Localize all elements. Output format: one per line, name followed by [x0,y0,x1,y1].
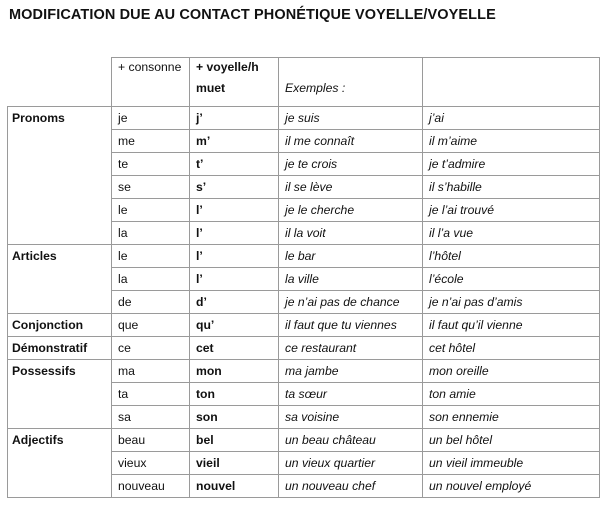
header-voyelle-line2: muet [196,81,226,95]
voyelle-cell: son [190,406,279,429]
header-consonne: + consonne [112,58,190,107]
category-cell: Adjectifs [8,429,112,452]
voyelle-cell: ton [190,383,279,406]
table-row [8,475,600,498]
voyelle-cell: l’ [190,199,279,222]
header-exemples [279,58,423,107]
example-voyelle-cell: il l’a vue [423,222,600,245]
example-consonne-cell: le bar [279,245,423,268]
example-voyelle-cell: un vieil immeuble [423,452,600,475]
category-cell: Pronoms [8,107,112,130]
category-cell [8,383,112,406]
table-row [8,429,600,452]
consonne-cell: ma [112,360,190,383]
header-voyelle [190,58,279,107]
category-cell: Conjonction [8,314,112,337]
header-row [8,58,600,107]
example-consonne-cell: il me connaît [279,130,423,153]
voyelle-cell: j’ [190,107,279,130]
consonne-cell: la [112,222,190,245]
category-cell [8,176,112,199]
example-voyelle-cell: l’hôtel [423,245,600,268]
elision-table [7,57,600,498]
category-cell [8,153,112,176]
table-row [8,245,600,268]
example-consonne-cell: je suis [279,107,423,130]
voyelle-cell: l’ [190,268,279,291]
consonne-cell: vieux [112,452,190,475]
consonne-cell: de [112,291,190,314]
example-consonne-cell: je n’ai pas de chance [279,291,423,314]
consonne-cell: te [112,153,190,176]
example-voyelle-cell: un bel hôtel [423,429,600,452]
consonne-cell: je [112,107,190,130]
table-row [8,222,600,245]
example-consonne-cell: sa voisine [279,406,423,429]
table-row [8,452,600,475]
table-row [8,199,600,222]
example-voyelle-cell: ton amie [423,383,600,406]
category-cell [8,268,112,291]
example-voyelle-cell: l’école [423,268,600,291]
table-row [8,337,600,360]
example-voyelle-cell: je l’ai trouvé [423,199,600,222]
voyelle-cell: d’ [190,291,279,314]
example-voyelle-cell: il faut qu’il vienne [423,314,600,337]
voyelle-cell: qu’ [190,314,279,337]
category-cell: Démonstratif [8,337,112,360]
category-cell [8,222,112,245]
consonne-cell: le [112,199,190,222]
header-exemples-label: Exemples : [285,81,346,95]
consonne-cell: la [112,268,190,291]
example-voyelle-cell: son ennemie [423,406,600,429]
table-row [8,383,600,406]
example-voyelle-cell: je n’ai pas d’amis [423,291,600,314]
category-cell: Possessifs [8,360,112,383]
voyelle-cell: s’ [190,176,279,199]
category-cell [8,291,112,314]
voyelle-cell: l’ [190,245,279,268]
example-consonne-cell: ma jambe [279,360,423,383]
category-cell: Articles [8,245,112,268]
header-voyelle-line1: + voyelle/h [196,60,259,74]
category-cell [8,475,112,498]
consonne-cell: le [112,245,190,268]
example-consonne-cell: ce restaurant [279,337,423,360]
consonne-cell: nouveau [112,475,190,498]
voyelle-cell: cet [190,337,279,360]
example-consonne-cell: un nouveau chef [279,475,423,498]
example-voyelle-cell: un nouvel employé [423,475,600,498]
example-consonne-cell: un vieux quartier [279,452,423,475]
voyelle-cell: l’ [190,222,279,245]
voyelle-cell: bel [190,429,279,452]
example-voyelle-cell: j’ai [423,107,600,130]
table-row [8,153,600,176]
table-row [8,130,600,153]
category-cell [8,130,112,153]
consonne-cell: me [112,130,190,153]
consonne-cell: sa [112,406,190,429]
example-voyelle-cell: mon oreille [423,360,600,383]
table-row [8,268,600,291]
category-cell [8,406,112,429]
voyelle-cell: m’ [190,130,279,153]
table-row [8,360,600,383]
consonne-cell: ce [112,337,190,360]
category-cell [8,199,112,222]
example-voyelle-cell: cet hôtel [423,337,600,360]
voyelle-cell: nouvel [190,475,279,498]
consonne-cell: beau [112,429,190,452]
example-consonne-cell: il faut que tu viennes [279,314,423,337]
example-consonne-cell: je te crois [279,153,423,176]
example-consonne-cell: je le cherche [279,199,423,222]
voyelle-cell: mon [190,360,279,383]
example-consonne-cell: il se lève [279,176,423,199]
example-consonne-cell: un beau château [279,429,423,452]
example-consonne-cell: la ville [279,268,423,291]
header-empty-cell [8,58,112,107]
header-exemples-empty [423,58,600,107]
voyelle-cell: vieil [190,452,279,475]
table-row [8,291,600,314]
example-voyelle-cell: je t’admire [423,153,600,176]
voyelle-cell: t’ [190,153,279,176]
example-voyelle-cell: il m’aime [423,130,600,153]
consonne-cell: que [112,314,190,337]
table-row [8,314,600,337]
consonne-cell: se [112,176,190,199]
example-voyelle-cell: il s’habille [423,176,600,199]
example-consonne-cell: il la voit [279,222,423,245]
example-consonne-cell: ta sœur [279,383,423,406]
page-title: MODIFICATION DUE AU CONTACT PHONÉTIQUE VOYELLE/VOYELLE [9,7,496,23]
table-row [8,406,600,429]
table-row [8,176,600,199]
table-row [8,107,600,130]
consonne-cell: ta [112,383,190,406]
category-cell [8,452,112,475]
